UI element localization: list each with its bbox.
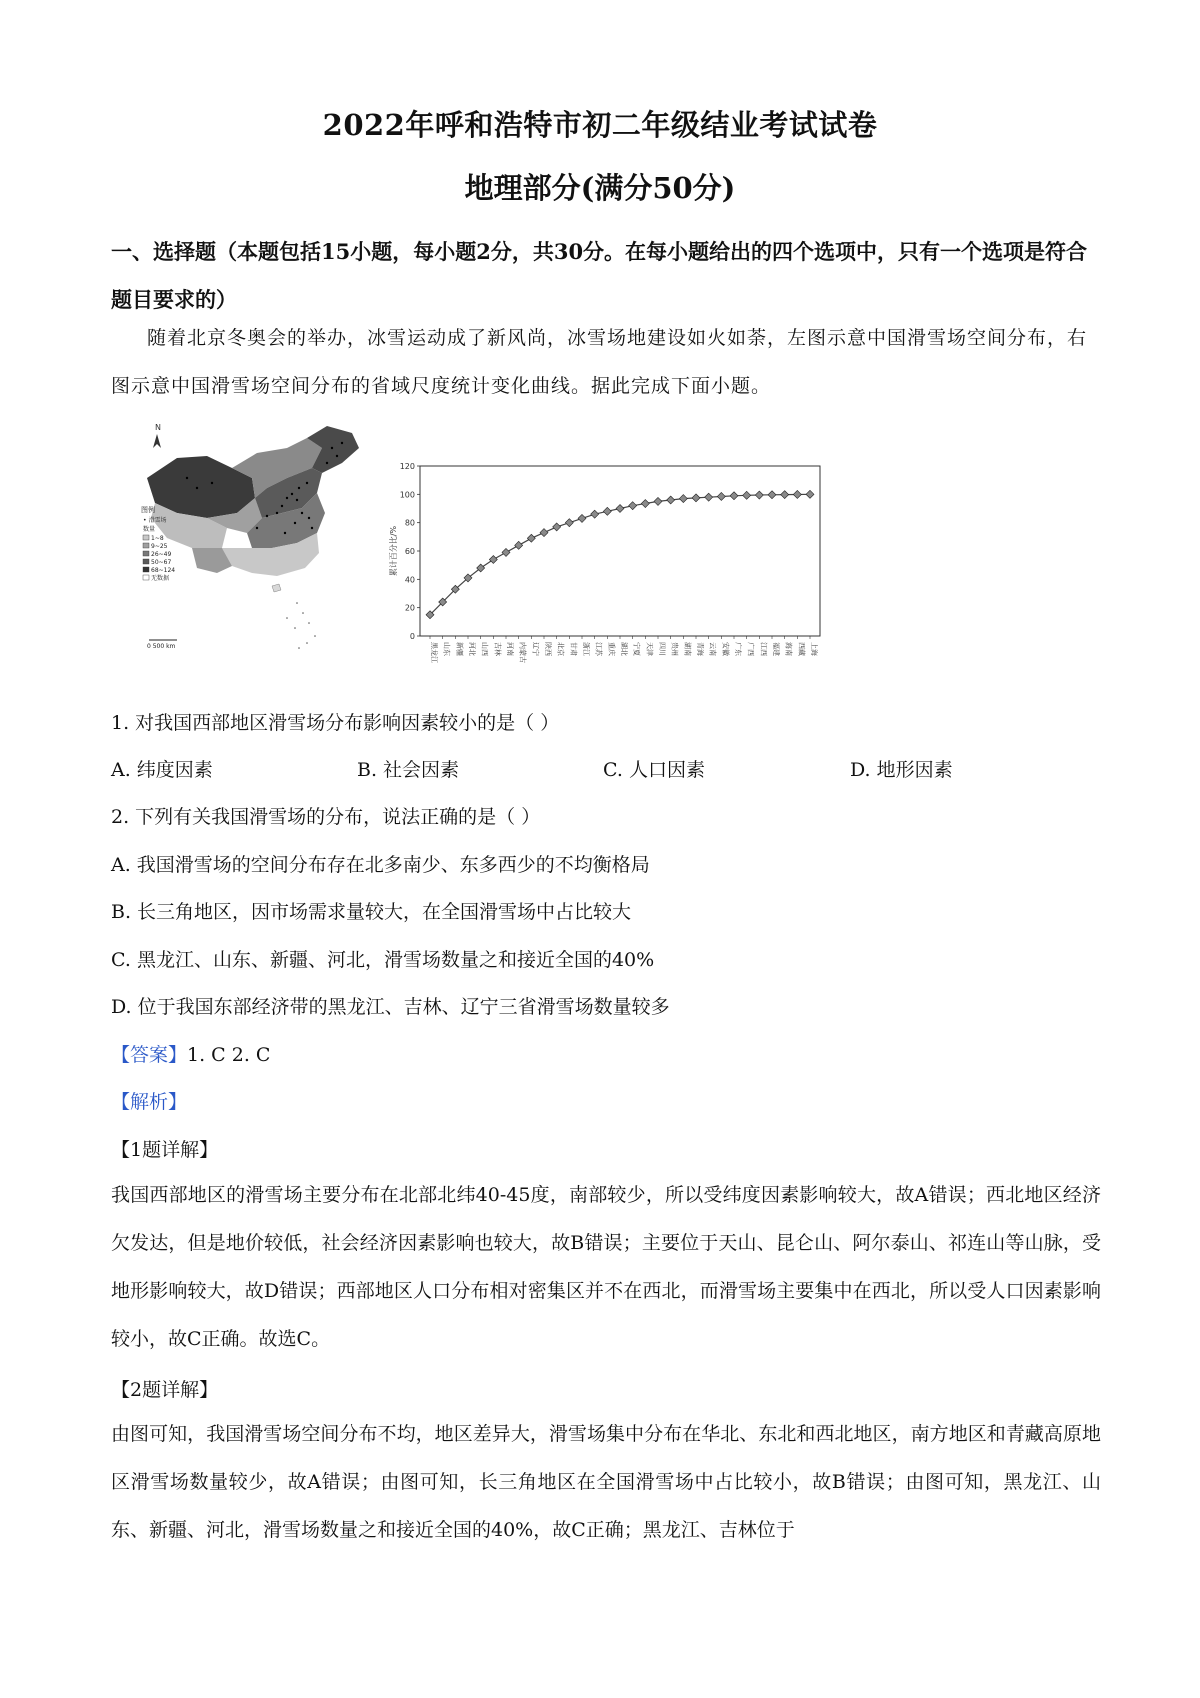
x-tick-label: 湖南: [683, 642, 692, 656]
data-point: [540, 529, 548, 537]
legend-swatch: [143, 543, 149, 548]
x-tick-label: 宁夏: [632, 642, 641, 656]
scale-label: 0 500 km: [147, 643, 176, 650]
x-tick-label: 四川: [658, 642, 666, 656]
legend-swatch: [143, 567, 149, 572]
x-tick-label: 福建: [772, 642, 780, 656]
data-point: [730, 492, 738, 500]
x-tick-label: 青海: [696, 642, 704, 656]
data-point: [629, 502, 637, 510]
x-tick-label: 河北: [468, 642, 476, 656]
q2-option-c: C. 黑龙江、山东、新疆、河北，滑雪场数量之和接近全国的40%: [111, 949, 655, 971]
q2-stem: 2. 下列有关我国滑雪场的分布，说法正确的是（ ）: [111, 806, 541, 828]
data-point: [755, 491, 763, 499]
x-tick-label: 新疆: [455, 642, 464, 656]
x-tick-label: 广西: [746, 642, 755, 656]
x-tick-label: 内蒙古: [518, 642, 527, 663]
x-tick-label: 黑龙江: [430, 642, 438, 663]
q1-option-d: D. 地形因素: [850, 759, 953, 781]
data-point: [692, 494, 700, 502]
x-tick-label: 浙江: [582, 642, 590, 656]
x-tick-label: 山西: [480, 642, 489, 656]
exam-subtitle: 地理部分(满分50分): [464, 171, 736, 205]
y-tick-label: 100: [399, 490, 415, 500]
answer-line: [111, 1040, 270, 1067]
legend-item: 26~49: [151, 551, 172, 558]
data-point: [603, 507, 611, 515]
china-ski-resort-map: [137, 418, 377, 658]
legend-item: 无数据: [151, 575, 170, 582]
data-point: [553, 523, 561, 531]
north-arrow-icon: [153, 434, 161, 448]
data-point: [717, 492, 725, 500]
x-tick-label: 西藏: [797, 642, 806, 656]
detail-2-label: 【2题详解】: [111, 1379, 219, 1401]
x-tick-label: 湖北: [620, 642, 628, 656]
legend-swatch: [143, 551, 149, 556]
legend-count-label: 数量: [143, 526, 156, 533]
q2-option-d: D. 位于我国东部经济带的黑龙江、吉林、辽宁三省滑雪场数量较多: [111, 996, 670, 1018]
legend-item: 68~124: [151, 567, 176, 574]
x-tick-label: 甘肃: [569, 642, 578, 656]
y-tick-label: 120: [399, 462, 415, 471]
x-tick-label: 海南: [784, 642, 793, 656]
x-tick-label: 上海: [810, 642, 818, 656]
x-tick-label: 江苏: [594, 642, 603, 656]
data-point: [679, 495, 687, 503]
legend-title: 图例: [141, 506, 155, 514]
q1-option-b: B. 社会因素: [357, 759, 460, 781]
legend-point: • 滑雪场: [143, 517, 167, 524]
y-tick-label: 80: [404, 518, 415, 528]
legend-swatch: [143, 559, 149, 564]
data-point: [489, 556, 497, 564]
x-tick-label: 北京: [556, 642, 565, 656]
x-tick-label: 陕西: [544, 642, 552, 656]
data-point: [591, 510, 599, 518]
legend-item: 9~25: [151, 543, 168, 550]
x-tick-label: 辽宁: [531, 642, 540, 656]
x-tick-label: 贵州: [670, 642, 679, 656]
x-tick-label: 云南: [708, 642, 717, 656]
data-point: [654, 497, 662, 505]
data-point: [743, 491, 751, 499]
data-point: [705, 493, 713, 501]
data-point: [667, 496, 675, 504]
data-point: [641, 500, 649, 508]
detail-1-text: 我国西部地区的滑雪场主要分布在北部北纬40-45度，南部较少，所以受纬度因素影响较大，故A错误；西北地区经济欠发达，但是地价较低，社会经济因素影响也较大，故B错误；主要位于天山、昆仑山、阿尔泰山、祁连山等山脉，受地形影响较大，故D错误；西部地区人口分布相对密集区并不在西北，而滑雪场主要集中在西北，所以受人口因素影响较小，故C正确。故选C。: [111, 1184, 1101, 1350]
data-point: [502, 548, 510, 556]
detail-2-text: 由图可知，我国滑雪场空间分布不均，地区差异大，滑雪场集中分布在华北、东北和西北地区，南方地区和青藏高原地区滑雪场数量较少，故A错误；由图可知，长三角地区在全国滑雪场中占比较小，故B错误；由图可知，黑龙江、山东、新疆、河北，滑雪场数量之和接近全国的40%，故C正确；黑龙江、吉林位于: [111, 1423, 1101, 1541]
x-tick-label: 江西: [759, 642, 768, 656]
legend-swatch: [143, 575, 149, 580]
x-tick-label: 吉林: [493, 642, 502, 656]
x-tick-label: 重庆: [607, 642, 616, 656]
intro-paragraph: 随着北京冬奥会的举办，冰雪运动成了新风尚，冰雪场地建设如火如荼，左图示意中国滑雪场空间分布，右图示意中国滑雪场空间分布的省域尺度统计变化曲线。据此完成下面小题。: [111, 327, 1088, 397]
data-point: [806, 490, 814, 498]
answer-text: 1. C 2. C: [187, 1044, 271, 1066]
x-tick-label: 安徽: [721, 642, 730, 656]
data-point: [527, 534, 535, 542]
exam-title: 2022年呼和浩特市初二年级结业考试试卷: [322, 108, 878, 142]
data-point: [578, 514, 586, 522]
q1-option-c: C. 人口因素: [603, 759, 705, 781]
data-point: [565, 519, 573, 527]
detail-1-label: 【1题详解】: [111, 1139, 219, 1161]
y-tick-label: 60: [404, 547, 415, 556]
q1-option-a: A. 纬度因素: [111, 759, 213, 781]
cumulative-percentage-chart: [384, 458, 834, 703]
y-tick-label: 0: [409, 632, 415, 641]
data-point: [781, 491, 789, 499]
data-point: [768, 491, 776, 499]
y-axis-label: 累计百分比/%: [389, 525, 398, 577]
legend-item: 50~67: [151, 559, 172, 566]
x-tick-label: 山东: [442, 642, 451, 656]
legend-item: 1~8: [151, 535, 164, 542]
x-tick-label: 河南: [506, 642, 514, 656]
y-tick-label: 40: [404, 575, 415, 585]
map-region-hainan: [272, 584, 281, 592]
south-china-sea-inset: [286, 602, 316, 649]
q2-option-b: B. 长三角地区，因市场需求量较大，在全国滑雪场中占比较大: [111, 901, 632, 923]
data-point: [515, 541, 523, 549]
q2-option-a: A. 我国滑雪场的空间分布存在北多南少、东多西少的不均衡格局: [111, 854, 650, 876]
x-tick-label: 天津: [645, 642, 654, 656]
y-tick-label: 20: [404, 603, 415, 613]
analysis-label: 【解析】: [111, 1091, 188, 1113]
q1-stem: 1. 对我国西部地区滑雪场分布影响因素较小的是（ ）: [111, 712, 560, 734]
data-point: [793, 490, 801, 498]
section-heading: 一、选择题（本题包括15小题，每小题2分，共30分。在每小题给出的四个选项中，只有一个选项是符合题目要求的）: [111, 239, 1088, 312]
legend-swatch: [143, 535, 149, 540]
north-label: N: [155, 423, 161, 432]
x-tick-label: 广东: [734, 642, 742, 656]
answer-label: 【答案】: [111, 1044, 188, 1066]
data-point: [616, 505, 624, 513]
